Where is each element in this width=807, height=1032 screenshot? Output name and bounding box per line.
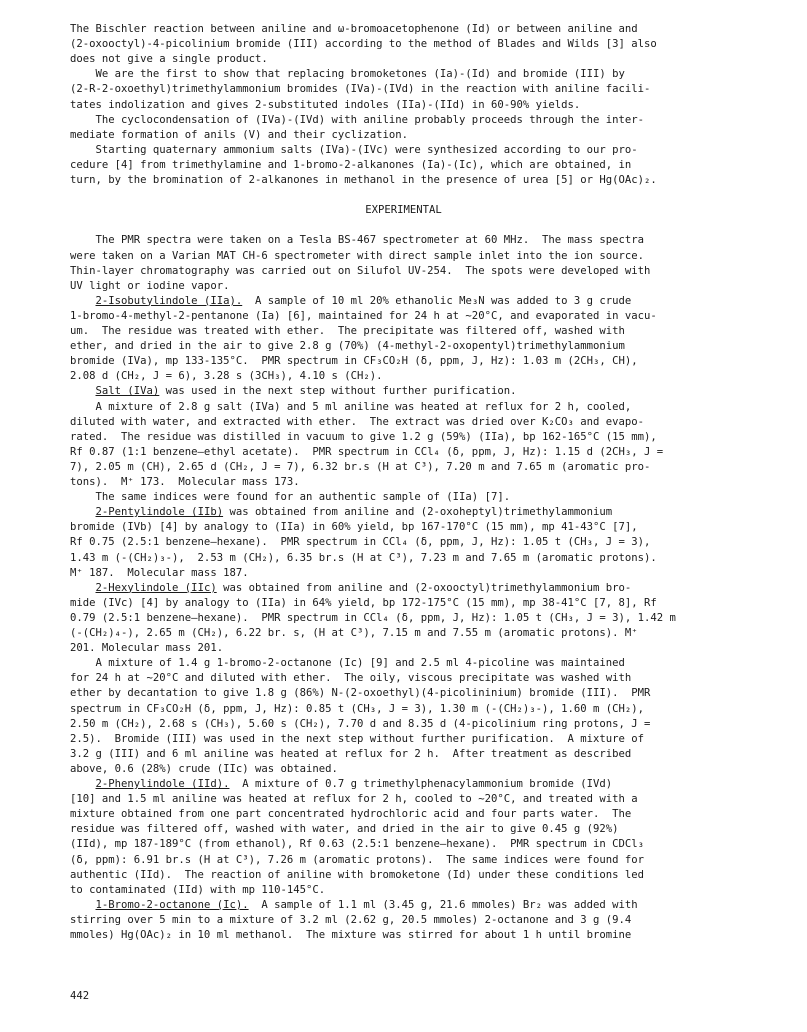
text-line: tons). M⁺ 173. Molecular mass 173. [70,476,300,488]
text-line: (-(CH₂)₄-), 2.65 m (CH₂), 6.22 br. s, (H at C³), 7.15 m and 7.55 m (aromatic protons). M⁺ [70,627,638,639]
text-line: [10] and 1.5 ml aniline was heated at reflux for 2 h, cooled to ~20°C, and treated with a [70,793,638,806]
text-line: diluted with water, and extracted with ether. The extract was dried over K₂CO₃ and evapo- [70,415,645,428]
text-line: ether, and dried in the air to give 2.8 g (70%) (4-methyl-2-oxopentyl)trimethylammonium [70,340,625,353]
text-line: Thin-layer chromatography was carried out on Silufol UV-254. The spots were developed with [70,264,651,277]
text-line: mixture obtained from one part concentrated hydrochloric acid and four parts water. The [70,808,632,821]
text-line: 7), 2.05 m (CH), 2.65 d (CH₂, J = 7), 6.32 br.s (H at C³), 7.20 m and 7.65 m (aromatic pro- [70,460,651,473]
text-line: (2-R-2-oxoethyl)trimethylammonium bromides (IVa)-(IVd) in the reaction with aniline facili- [70,83,651,96]
text-line: Rf 0.75 (2.5:1 benzene—hexane). PMR spectrum in CCl₄ (δ, ppm, J, Hz): 1.05 t (CH₃, J = 3), [70,536,651,549]
text-line: mide (IVc) [4] by analogy to (IIa) in 64% yield, bp 172-175°C (15 mm), mp 38-41°C [7, 8], Rf [70,596,657,609]
text-line: um. The residue was treated with ether. The precipitate was filtered off, washed with [70,325,625,337]
text-line: UV light or iodine vapor. [70,279,230,292]
text-line: bromide (IVb) [4] by analogy to (IIa) in 60% yield, bp 167-170°C (15 mm), mp 41-43°C [7], [70,521,638,534]
text-line: 2-Phenylindole (IId). A mixture of 0.7 g trimethylphenacylammonium bromide (IVd) [95,778,613,790]
text-line: Rf 0.87 (1:1 benzene—ethyl acetate). PMR spectrum in CCl₄ (δ, ppm, J, Hz): 1.15 d (2CH₃, J = [70,445,664,458]
text-line: ether by decantation to give 1.8 g (86%) N-(2-oxoethyl)(4-picolininium) bromide (III). PMR [70,687,651,700]
text-line: 1-bromo-4-methyl-2-pentanone (Ia) [6], maintained for 24 h at ~20°C, and evaporated in vacu- [70,309,657,322]
text-line: The Bischler reaction between aniline and ω-bromoacetophenone (Id) or between aniline and [70,23,638,35]
text-line: rated. The residue was distilled in vacuum to give 1.2 g (59%) (IIa), bp 162-165°C (15 mm), [70,430,657,443]
text-line: We are the first to show that replacing bromoketones (Ia)-(Id) and bromide (III) by [70,68,625,81]
text-line: M⁺ 187. Molecular mass 187. [70,566,249,579]
text-line: (2-oxooctyl)-4-picolinium bromide (III) according to the method of Blades and Wilds [3] also [70,38,657,51]
text-line: were taken on a Varian MAT CH-6 spectrometer with direct sample inlet into the ion source. [70,249,645,262]
text-line: The cyclocondensation of (IVa)-(IVd) with aniline probably proceeds through the inter- [70,113,645,126]
text-line: residue was filtered off, washed with water, and dried in the air to give 0.45 g (92%) [70,823,619,836]
text-line: A mixture of 1.4 g 1-bromo-2-octanone (Ic) [9] and 2.5 ml 4-picoline was maintained [70,657,625,670]
text-line: 201. Molecular mass 201. [70,642,224,655]
text-line: 3.2 g (III) and 6 ml aniline was heated at reflux for 2 h. After treatment as described [70,747,632,760]
text-line: (IId), mp 187-189°C (from ethanol), Rf 0.63 (2.5:1 benzene—hexane). PMR spectrum in CDCl₃ [70,838,645,851]
text-line: The PMR spectra were taken on a Tesla BS-467 spectrometer at 60 MHz. The mass spectra [70,234,645,247]
text-line: to contaminated (IId) with mp 110-145°C. [70,883,326,896]
text-line: does not give a single product. [70,53,268,66]
compound-heading: 2-Hexylindole (IIc) [95,581,217,594]
text-line: A mixture of 2.8 g salt (IVa) and 5 ml aniline was heated at reflux for 2 h, cooled, [70,400,632,413]
text-line: 1-Bromo-2-octanone (Ic). A sample of 1.1 ml (3.45 g, 21.6 mmoles) Br₂ was added with [95,898,638,911]
text-line: Salt (IVa) was used in the next step without further purification. [95,385,517,398]
text-line: 2.50 m (CH₂), 2.68 s (CH₃), 5.60 s (CH₂), 7.70 d and 8.35 d (4-picolinium ring protons, J = [70,717,651,730]
text-line: for 24 h at ~20°C and diluted with ether. The oily, viscous precipitate was washed with [70,672,632,685]
page-number: 442 [70,990,90,1002]
compound-heading: 2-Isobutylindole (IIa). [95,294,243,307]
text-line: mmoles) Hg(OAc)₂ in 10 ml methanol. The mixture was stirred for about 1 h until bromine [70,929,632,941]
text-line: 2.08 d (CH₂, J = 6), 3.28 s (3CH₃), 4.10 s (CH₂). [70,370,383,383]
compound-heading: 2-Phenylindole (IId). [95,778,230,790]
compound-heading: 1-Bromo-2-octanone (Ic). [95,898,249,911]
text-line: stirring over 5 min to a mixture of 3.2 ml (2.62 g, 20.5 mmoles) 2-octanone and 3 g (9.4 [70,913,632,926]
compound-heading: 2-Pentylindole (IIb) [95,506,224,519]
blank-line [70,218,744,233]
text-line: mediate formation of anils (V) and their cyclization. [70,128,409,141]
text-line: spectrum in CF₃CO₂H (δ, ppm, J, Hz): 0.85 t (CH₃, J = 3), 1.30 m (-(CH₂)₃-), 1.60 m (CH₂), [70,702,645,715]
text-line: bromide (IVa), mp 133-135°C. PMR spectrum in CF₃CO₂H (δ, ppm, J, Hz): 1.03 m (2CH₃, CH), [70,355,638,368]
text-line: 0.79 (2.5:1 benzene—hexane). PMR spectrum in CCl₄ (δ, ppm, J, Hz): 1.05 t (CH₃, J = 3), 1.42 m [70,611,676,624]
text-line: 2-Pentylindole (IIb) was obtained from aniline and (2-oxoheptyl)trimethylammonium [95,506,613,519]
text-line: 1.43 m (-(CH₂)₃-), 2.53 m (CH₂), 6.35 br.s (H at C³), 7.23 m and 7.65 m (aromatic protons). [70,551,657,564]
text-line: cedure [4] from trimethylamine and 1-bromo-2-alkanones (Ia)-(Ic), which are obtained, in [70,158,632,171]
compound-heading: Salt (IVa) [95,385,160,398]
text-line: 2-Hexylindole (IIc) was obtained from aniline and (2-oxooctyl)trimethylammonium bro- [95,581,632,594]
blank-line [70,188,744,203]
text-line: tates indolization and gives 2-substituted indoles (IIa)-(IId) in 60-90% yields. [70,98,581,111]
text-line: Starting quaternary ammonium salts (IVa)-(IVc) were synthesized according to our pro- [70,143,638,156]
text-line: turn, by the bromination of 2-alkanones in methanol in the presence of urea [5] or Hg(OAc)₂. [70,174,657,186]
section-heading: EXPERIMENTAL [365,204,442,217]
text-line: authentic (IId). The reaction of aniline with bromoketone (Id) under these conditions led [70,868,645,881]
text-line: The same indices were found for an authentic sample of (IIa) [7]. [70,491,511,504]
text-line: above, 0.6 (28%) crude (IIc) was obtained. [70,762,338,775]
text-line: 2-Isobutylindole (IIa). A sample of 10 ml 20% ethanolic Me₃N was added to 3 g crude [95,294,632,307]
text-line: 2.5). Bromide (III) was used in the next step without further purification. A mixture of [70,732,645,745]
text-line: (δ, ppm): 6.91 br.s (H at C³), 7.26 m (aromatic protons). The same indices were found for [70,853,645,866]
